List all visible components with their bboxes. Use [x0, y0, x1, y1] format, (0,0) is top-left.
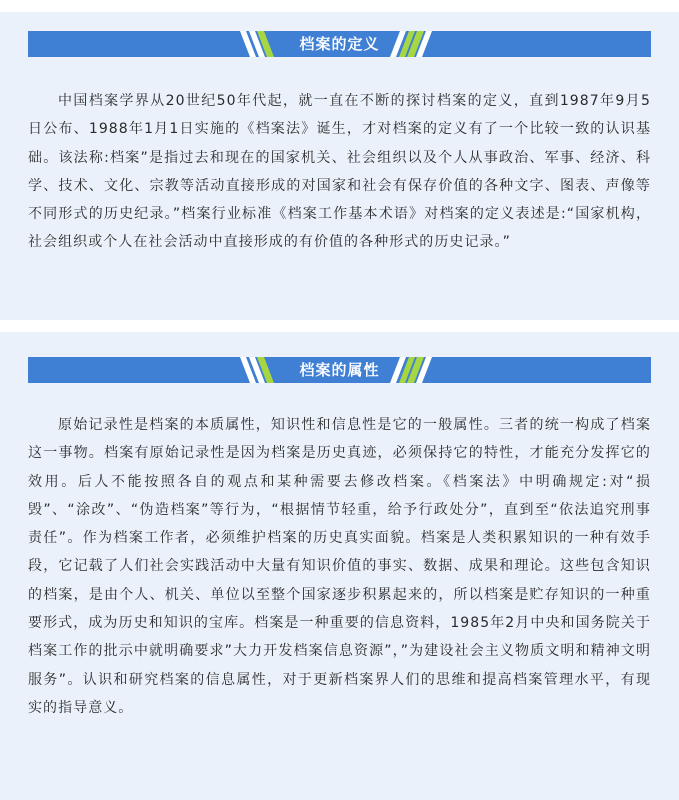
section-paragraph: 原始记录性是档案的本质属性，知识性和信息性是它的一般属性。三者的统一构成了档案这一事物。档案有原始记录性是因为档案是历史真迹，必须保持它的特性，才能充分发挥它的效用。后人不能按照各自的观点和某种需要去修改档案。《档案法》中明确规定:对“损毁”、“涂改”、“伪造档案”等行为，“根据情节轻重，给予行政处分”，直到至“依法追究刑事责任”。作为档案工作者，必须维护档案的历史真实面貌。档案是人类积累知识的一种有效手段，它记载了人们社会实践活动中大量有知识价值的事实、数据、成果和理论。这些包含知识的档案，是由个人、机关、单位以至整个国家逐步积累起来的，所以档案是贮存知识的一种重要形式，成为历史和知识的宝库。档案是一种重要的信息资料，1985年2月中央和国务院关于档案工作的批示中就明确要求”大力开发档案信息资源”，”为建设社会主义物质文明和精神文明服务”。认识和研究档案的信息属性，对于更新档案界人们的思维和提高档案管理水平，有现实的指导意义。: [28, 417, 651, 716]
section-title: 档案的属性: [299, 361, 380, 379]
attributes-section: [0, 332, 679, 800]
section-banner: [28, 357, 651, 383]
section-title: 档案的定义: [299, 35, 380, 53]
section-banner: [28, 31, 651, 57]
definition-section: [0, 12, 679, 320]
section-paragraph: 中国档案学界从20世纪50年代起，就一直在不断的探讨档案的定义，直到1987年9月5日公布、1988年1月1日实施的《档案法》诞生，才对档案的定义有了一个比较一致的认识基础。该法称:档案”是指过去和现在的国家机关、社会组织以及个人从事政治、军事、经济、科学、技术、文化、宗教等活动直接形成的对国家和社会有保存价值的各种文字、图表、声像等不同形式的历史纪录。”档案行业标准《档案工作基本术语》对档案的定义表述是:“国家机构，社会组织或个人在社会活动中直接形成的有价值的各种形式的历史记录。”: [28, 93, 651, 251]
